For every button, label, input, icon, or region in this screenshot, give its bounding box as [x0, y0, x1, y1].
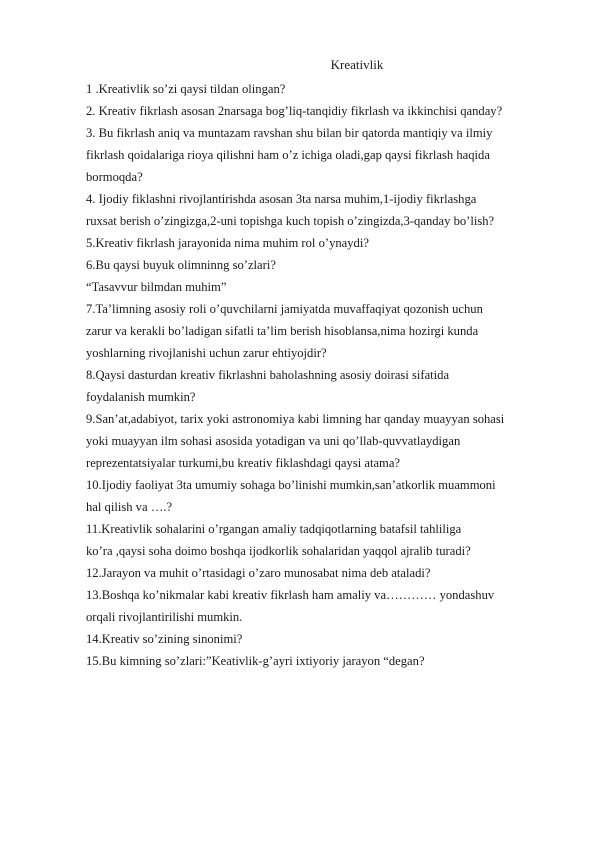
text-line: 4. Ijodiy fiklashni rivojlantirishda asosan 3ta narsa muhim,1-ijodiy fikrlashga — [86, 192, 477, 206]
text-line: 7.Ta’limning asosiy roli o’quvchilarni jamiyatda muvaffaqiyat qozonish uchun — [86, 302, 483, 316]
text-line: fikrlash qoidalariga rioya qilishni ham o’z ichiga oladi,gap qaysi fikrlash haqida — [86, 148, 490, 162]
text-line: 3. Bu fikrlash aniq va muntazam ravshan shu bilan bir qatorda mantiqiy va ilmiy — [86, 126, 493, 140]
document-title: Kreativlik — [330, 57, 384, 72]
text-line: 10.Ijodiy faoliyat 3ta umumiy sohaga bo’linishi mumkin,san’atkorlik muammoni — [86, 478, 496, 492]
text-line: ko’ra ,qaysi soha doimo boshqa ijodkorlik sohalaridan yaqqol ajralib turadi? — [86, 544, 471, 558]
text-line: reprezentatsiyalar turkumi,bu kreativ fiklashdagi qaysi atama? — [86, 456, 401, 470]
quote-line: “Tasavvur bilmdan muhim” — [86, 280, 227, 294]
text-line: zarur va kerakli bo’ladigan sifatli ta’lim berish hisoblansa,nima hozirgi kunda — [86, 324, 479, 338]
text-line: 12.Jarayon va muhit o’rtasidagi o’zaro munosabat nima deb ataladi? — [86, 566, 431, 580]
text-line: 9.San’at,adabiyot, tarix yoki astronomiya kabi limning har qanday muayyan sohasi — [86, 412, 505, 426]
text-line: 15.Bu kimning so’zlari:”Keativlik-g’ayri ixtiyoriy jarayon “degan? — [86, 654, 425, 668]
text-line: 1 .Kreativlik so’zi qaysi tildan olingan? — [86, 82, 286, 96]
document-page — [86, 54, 566, 672]
text-line: 2. Kreativ fikrlash asosan 2narsaga bog’liq-tanqidiy fikrlash va ikkinchisi qanday? — [86, 104, 503, 118]
text-line: hal qilish va ….? — [86, 500, 173, 514]
text-line: yoshlarning rivojlanishi uchun zarur ehtiyojdir? — [86, 346, 327, 360]
text-line: ruxsat berish o’zingizga,2-uni topishga kuch topish o’zingizda,3-qanday bo’lish? — [86, 214, 495, 228]
text-line: yoki muayyan ilm sohasi asosida yotadigan va uni qo’llab-quvvatlaydigan — [86, 434, 461, 448]
question-list — [86, 78, 566, 672]
text-line: 11.Kreativlik sohalarini o’rgangan amaliy tadqiqotlarning batafsil tahliliga — [86, 522, 462, 536]
text-line: bormoqda? — [86, 170, 143, 184]
text-line: 14.Kreativ so’zining sinonimi? — [86, 632, 243, 646]
text-line: 8.Qaysi dasturdan kreativ fikrlashni baholashning asosiy doirasi sifatida — [86, 368, 450, 382]
text-line: foydalanish mumkin? — [86, 390, 196, 404]
text-line: 13.Boshqa ko’nikmalar kabi kreativ fikrlash ham amaliy va………… yondashuv — [86, 588, 495, 602]
text-line: 6.Bu qaysi buyuk olimninng so’zlari? — [86, 258, 276, 272]
text-line: 5.Kreativ fikrlash jarayonida nima muhim rol o’ynaydi? — [86, 236, 369, 250]
text-line: orqali rivojlantirilishi mumkin. — [86, 610, 243, 624]
